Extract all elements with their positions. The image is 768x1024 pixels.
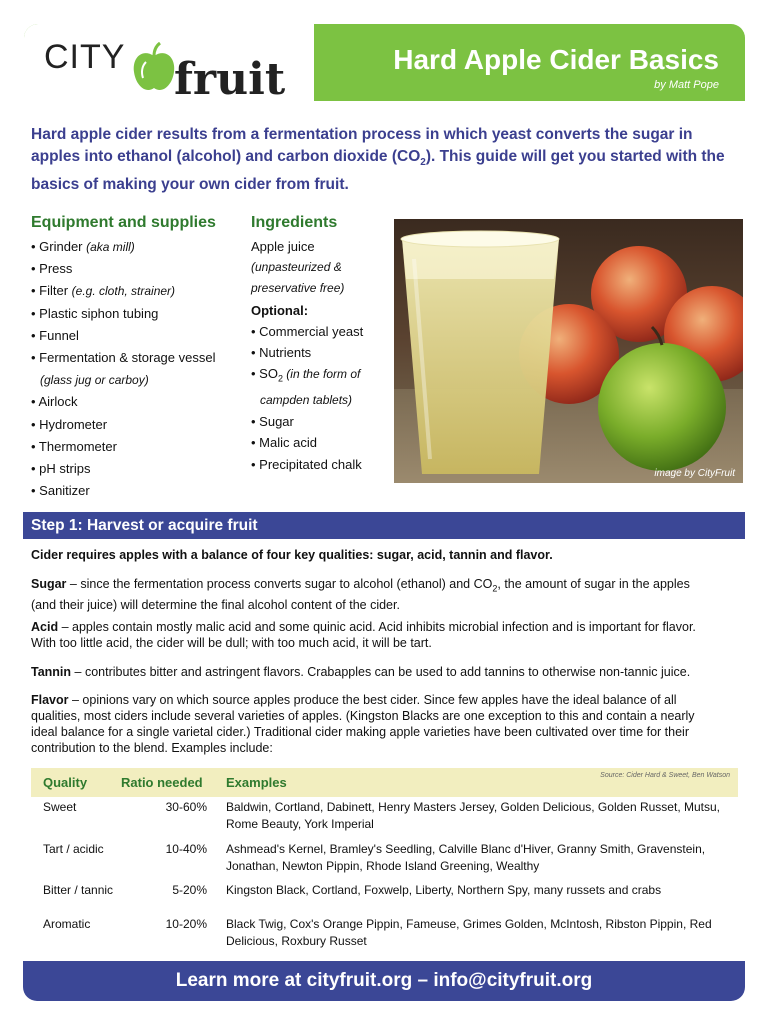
cell-examples: Ashmead's Kernel, Bramley's Seedling, Calville Blanc d'Hiver, Granny Smith, Gravenstein, Jonathan, Newton Pippin, Rhode Island Greening, Wealthy bbox=[226, 842, 706, 873]
ingredient-apple-juice: Apple juice bbox=[251, 239, 315, 254]
photo-credit: image by CityFruit bbox=[654, 468, 735, 479]
intro-text-1: Hard apple cider results from a fermentation process in which yeast converts the sugar in apples into ethanol (alcohol) and carbon dioxide (CO bbox=[31, 126, 693, 165]
equipment-item-text: • Grinder bbox=[31, 239, 87, 254]
column-header-quality: Quality bbox=[43, 775, 88, 790]
step1-heading bbox=[23, 512, 745, 539]
tannin-term: Tannin bbox=[31, 665, 72, 679]
equipment-item bbox=[31, 280, 246, 302]
byline: by Matt Pope bbox=[654, 79, 719, 91]
equipment-item-note: (aka mill) bbox=[86, 240, 135, 254]
cell-quality: Tart / acidic bbox=[43, 842, 104, 856]
ingredient-so2 bbox=[251, 363, 391, 390]
ingredient-note: (unpasteurized & bbox=[251, 260, 342, 275]
equipment-item-text: • pH strips bbox=[31, 461, 91, 477]
tannin-text: – contributes bitter and astringent flavors. Crabapples can be used to add tannins to otherwise non-tannic juice. bbox=[71, 665, 691, 679]
cell-examples: Black Twig, Cox's Orange Pippin, Fameuse, Grimes Golden, McIntosh, Ribston Pippin, Red Delicious, Roxbury Russet bbox=[226, 917, 712, 948]
ingredient-note: preservative free) bbox=[251, 281, 345, 296]
cell-ratio: 5-20% bbox=[172, 883, 207, 897]
equipment-section bbox=[31, 214, 246, 502]
optional-label: Optional: bbox=[251, 302, 309, 318]
equipment-list bbox=[31, 236, 246, 502]
apple-icon bbox=[132, 42, 176, 96]
logo-fruit-text: fruit bbox=[174, 54, 286, 105]
cider-photo bbox=[394, 219, 743, 483]
step1-lead: Cider requires apples with a balance of four key qualities: sugar, acid, tannin and flavor. bbox=[31, 548, 553, 562]
cell-ratio: 10-20% bbox=[165, 917, 207, 931]
equipment-item bbox=[31, 325, 246, 347]
acid-text: – apples contain mostly malic acid and some quinic acid. Acid inhibits microbial infection and is important for flavor. With too little acid, the cider will be dull; with too much acid, it will be tart. bbox=[31, 620, 696, 650]
cell-quality: Aromatic bbox=[43, 917, 91, 931]
equipment-item-text: • Sanitizer bbox=[31, 483, 90, 499]
equipment-title: Equipment and supplies bbox=[31, 214, 216, 231]
sugar-term: Sugar bbox=[31, 577, 67, 591]
cider-apples-illustration bbox=[394, 219, 743, 483]
intro-subscript: 2 bbox=[420, 157, 426, 169]
cell-quality: Sweet bbox=[43, 800, 77, 814]
equipment-item-note: (glass jug or carboy) bbox=[40, 373, 149, 388]
ingredient-malic: • Malic acid bbox=[251, 435, 317, 451]
flavor-term: Flavor bbox=[31, 693, 69, 707]
cell-examples: Kingston Black, Cortland, Foxwelp, Liberty, Northern Spy, many russets and crabs bbox=[226, 883, 662, 897]
equipment-item bbox=[31, 347, 246, 369]
cell-quality: Bitter / tannic bbox=[43, 883, 114, 897]
so2-subscript: 2 bbox=[277, 373, 283, 384]
ingredients-section bbox=[251, 214, 391, 475]
equipment-item-text: • Thermometer bbox=[31, 438, 117, 454]
cell-ratio: 30-60% bbox=[165, 800, 207, 814]
so2-text: • SO bbox=[251, 366, 278, 382]
cell-examples: Baldwin, Cortland, Dabinett, Henry Masters Jersey, Golden Delicious, Golden Russet, Mutsu, Rome Beauty, York Imperial bbox=[226, 800, 720, 831]
equipment-item-text: • Press bbox=[31, 261, 73, 277]
equipment-item bbox=[31, 369, 246, 391]
ingredients-title: Ingredients bbox=[251, 214, 338, 231]
header-banner bbox=[24, 24, 745, 105]
ingredient-nutrients: • Nutrients bbox=[251, 345, 312, 361]
equipment-item-text: • Filter bbox=[31, 283, 72, 299]
equipment-item-text: • Hydrometer bbox=[31, 416, 108, 432]
logo bbox=[24, 24, 314, 105]
so2-note: (in the form of bbox=[282, 367, 361, 382]
equipment-item-text: • Airlock bbox=[31, 394, 78, 410]
equipment-item bbox=[31, 436, 246, 458]
equipment-item bbox=[31, 236, 246, 258]
sugar-paragraph bbox=[31, 576, 715, 613]
flavor-paragraph bbox=[31, 692, 715, 756]
table-source: Source: Cider Hard & Sweet, Ben Watson bbox=[600, 772, 730, 779]
equipment-item bbox=[31, 480, 246, 502]
flavor-text: – opinions vary on which source apples produce the best cider. Since few apples have the ideal balance of all qualities, most ciders include several varieties of apples. (Kingston Blacks are one exception to this and contain a nearly ideal balance for a single varietal cider.) Traditional cider making apple varieties have been cultivated over time for their contribution to the blend. Examples include: bbox=[31, 693, 695, 755]
intro-paragraph bbox=[31, 124, 731, 196]
equipment-item bbox=[31, 458, 246, 480]
equipment-item-text: • Plastic siphon tubing bbox=[31, 305, 159, 321]
equipment-item bbox=[31, 303, 246, 325]
equipment-item bbox=[31, 258, 246, 280]
footer-contact: Learn more at cityfruit.org – info@cityfruit.org bbox=[23, 961, 745, 1001]
equipment-item-note: (e.g. cloth, strainer) bbox=[71, 284, 176, 299]
ingredient-sugar: • Sugar bbox=[251, 414, 294, 430]
ingredient-chalk: • Precipitated chalk bbox=[251, 456, 362, 472]
ingredient-note: campden tablets) bbox=[260, 393, 353, 408]
equipment-item bbox=[31, 414, 246, 436]
logo-city-text: CITY bbox=[44, 38, 126, 76]
tannin-paragraph bbox=[31, 664, 715, 680]
ingredient-yeast: • Commercial yeast bbox=[251, 323, 364, 339]
cell-ratio: 10-40% bbox=[165, 842, 207, 856]
equipment-item bbox=[31, 391, 246, 413]
sugar-subscript: 2 bbox=[492, 583, 498, 594]
step1-title: Step 1: Harvest or acquire fruit bbox=[31, 517, 258, 534]
intro-text-2: ). This guide will get you started with the basics of making your own cider from fruit. bbox=[31, 148, 725, 194]
equipment-item-text: • Fermentation & storage vessel bbox=[31, 350, 216, 366]
sugar-text-2: , the amount of sugar in the apples (and their juice) will determine the final alcohol content of the cider. bbox=[31, 577, 690, 612]
page-title: Hard Apple Cider Basics bbox=[393, 44, 719, 75]
acid-term: Acid bbox=[31, 620, 59, 634]
column-header-ratio: Ratio needed bbox=[121, 775, 203, 790]
sugar-text-1: – since the fermentation process converts sugar to alcohol (ethanol) and CO bbox=[66, 577, 493, 591]
column-header-examples: Examples bbox=[226, 775, 287, 790]
table-header bbox=[31, 768, 738, 797]
acid-paragraph bbox=[31, 619, 715, 651]
equipment-item-text: • Funnel bbox=[31, 327, 79, 343]
